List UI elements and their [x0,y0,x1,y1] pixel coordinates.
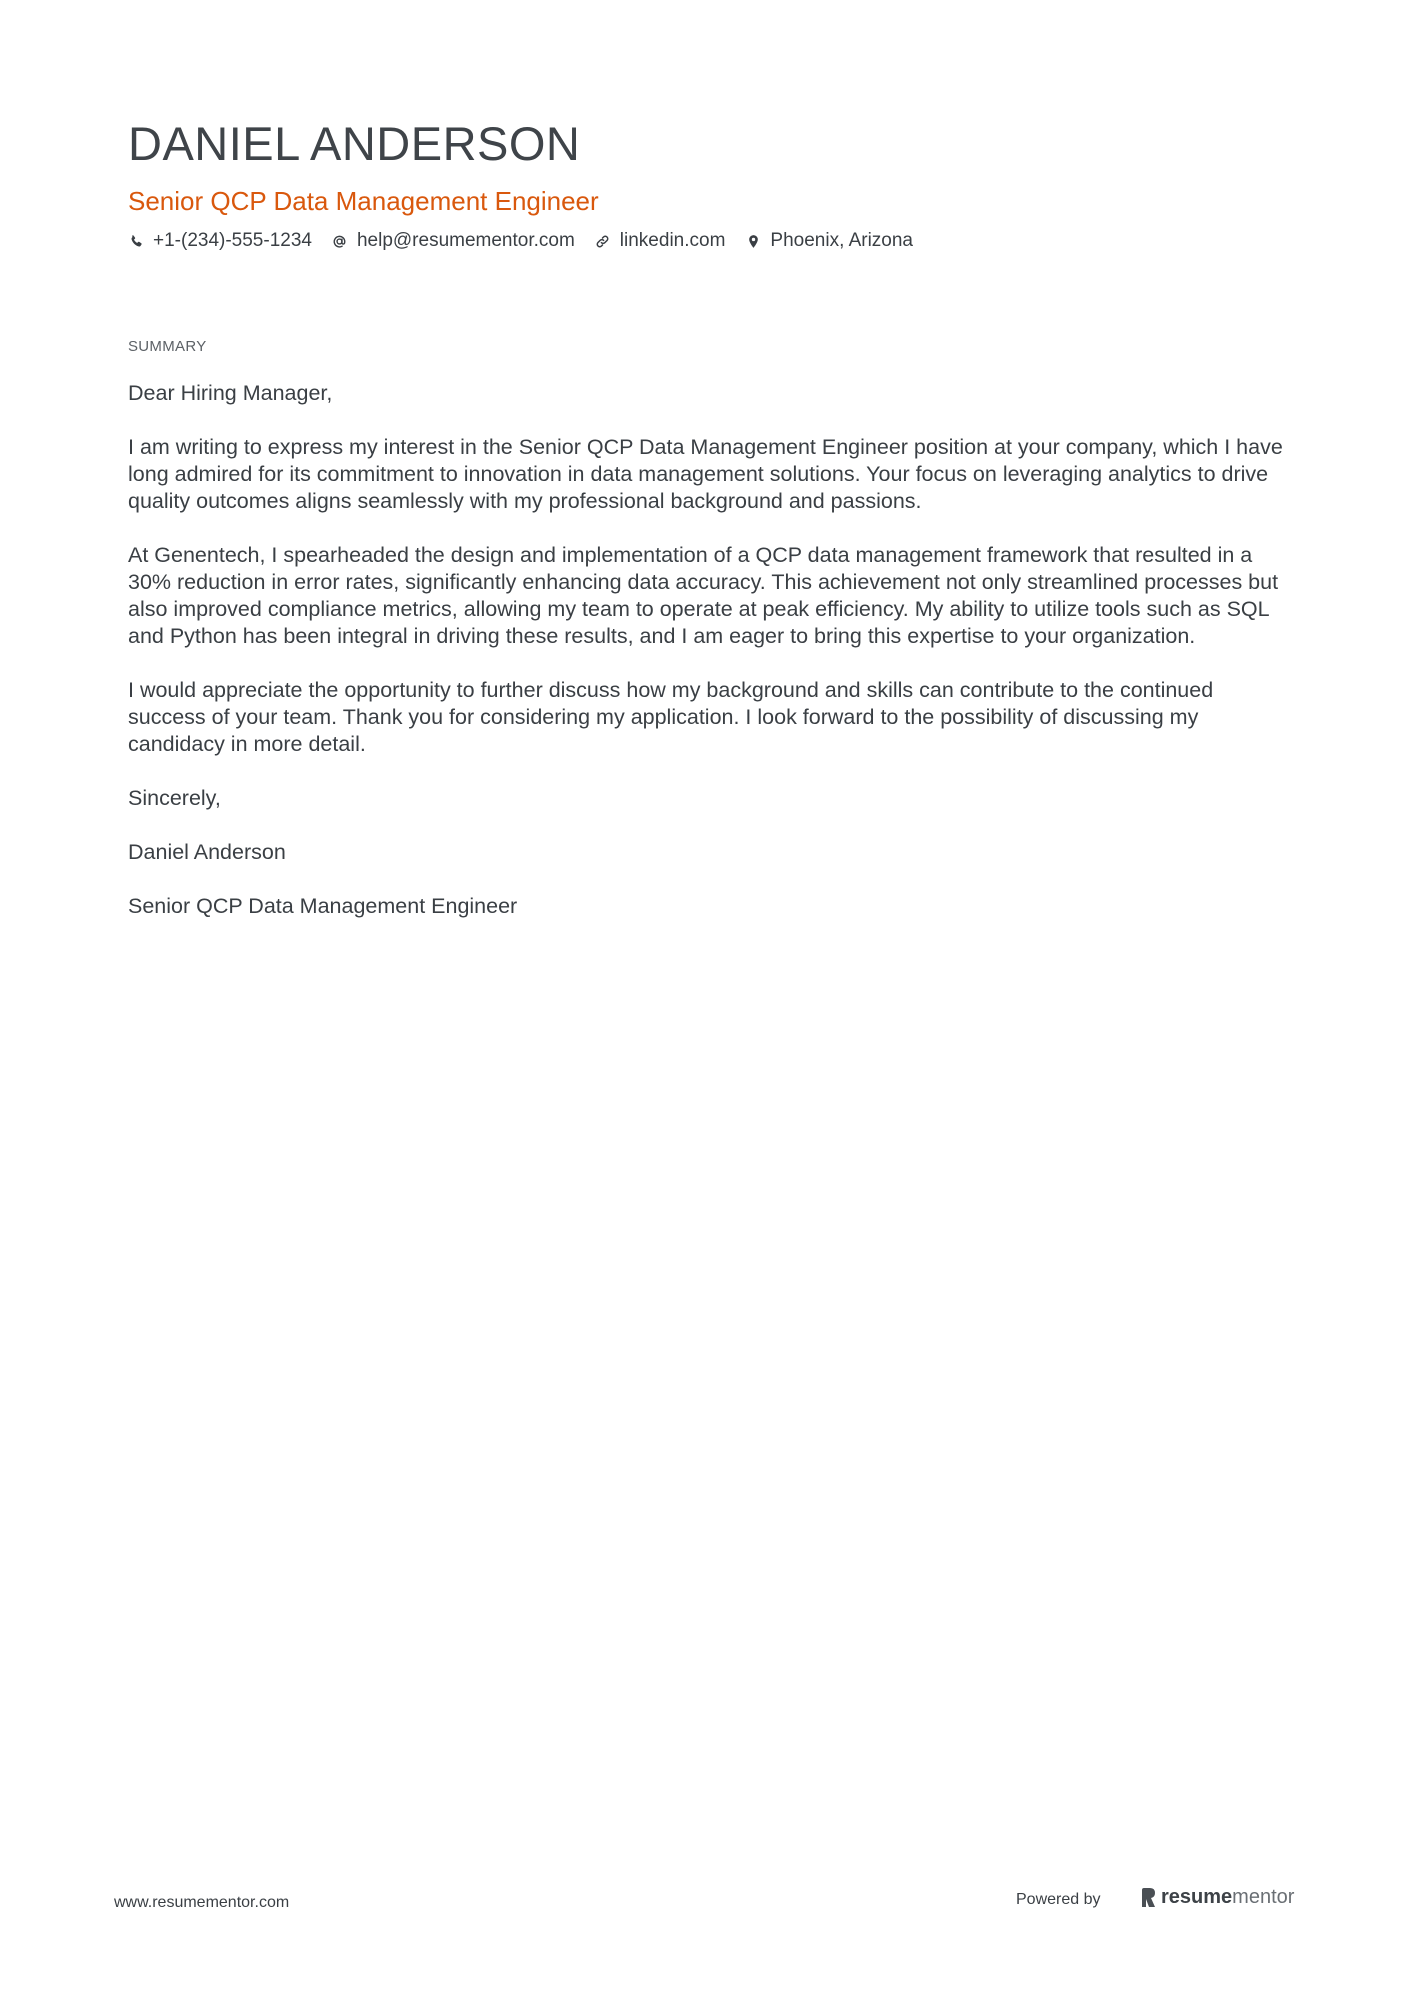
contact-info [128,228,1278,254]
brand-name-part2: mentor [1232,1886,1295,1908]
brand-name-part1: resume [1161,1886,1233,1908]
brand-logo [1140,1886,1294,1909]
greeting: Dear Hiring Manager, [128,381,333,405]
header [128,112,1278,254]
paragraph-2: At Genentech, I spearheaded the design and implementation of a QCP data management framework that resulted in a 30% reduction in error rates, significantly enhancing data accuracy. This achievement not only streamlined processes but also improved compliance metrics, allowing my team to operate at peak efficiency. My ability to utilize tools such as SQL and Python has been integral in driving these results, and I am eager to bring this expertise to your organization. [128,543,1279,648]
closing: Sincerely, [128,786,221,810]
paragraph-1: I am writing to express my interest in the Senior QCP Data Management Engineer position at your company, which I have long admired for its commitment to innovation in data management solutions. Your focus on leveraging analytics to drive quality outcomes aligns seamlessly with my professional background and passions. [128,435,1283,513]
contact-location [745,228,913,254]
contact-email [332,228,575,254]
link-icon [595,233,611,249]
footer-url[interactable]: www.resumementor.com [114,1894,290,1911]
candidate-name: DANIEL ANDERSON [128,117,581,170]
signature-name: Daniel Anderson [128,840,286,864]
paragraph-3: I would appreciate the opportunity to further discuss how my background and skills can contribute to the continued success of your team. Thank you for considering my application. I look forward to the possibility of discussing my candidacy in more detail. [128,678,1214,756]
letter-body [128,380,1283,947]
map-pin-icon [745,233,761,249]
contact-linkedin [595,228,726,254]
email-text: help@resumementor.com [356,230,575,251]
phone-icon [128,233,144,249]
location-text: Phoenix, Arizona [770,230,913,251]
phone-text: +1-(234)-555-1234 [153,230,312,251]
powered-by-label: Powered by [1016,1891,1101,1908]
linkedin-text: linkedin.com [619,230,726,251]
section-title-summary: SUMMARY [128,338,207,355]
at-icon [332,233,348,249]
contact-phone [128,228,312,254]
job-title: Senior QCP Data Management Engineer [128,186,599,216]
resumementor-logo-icon [1140,1887,1157,1909]
signature-title: Senior QCP Data Management Engineer [128,894,518,918]
